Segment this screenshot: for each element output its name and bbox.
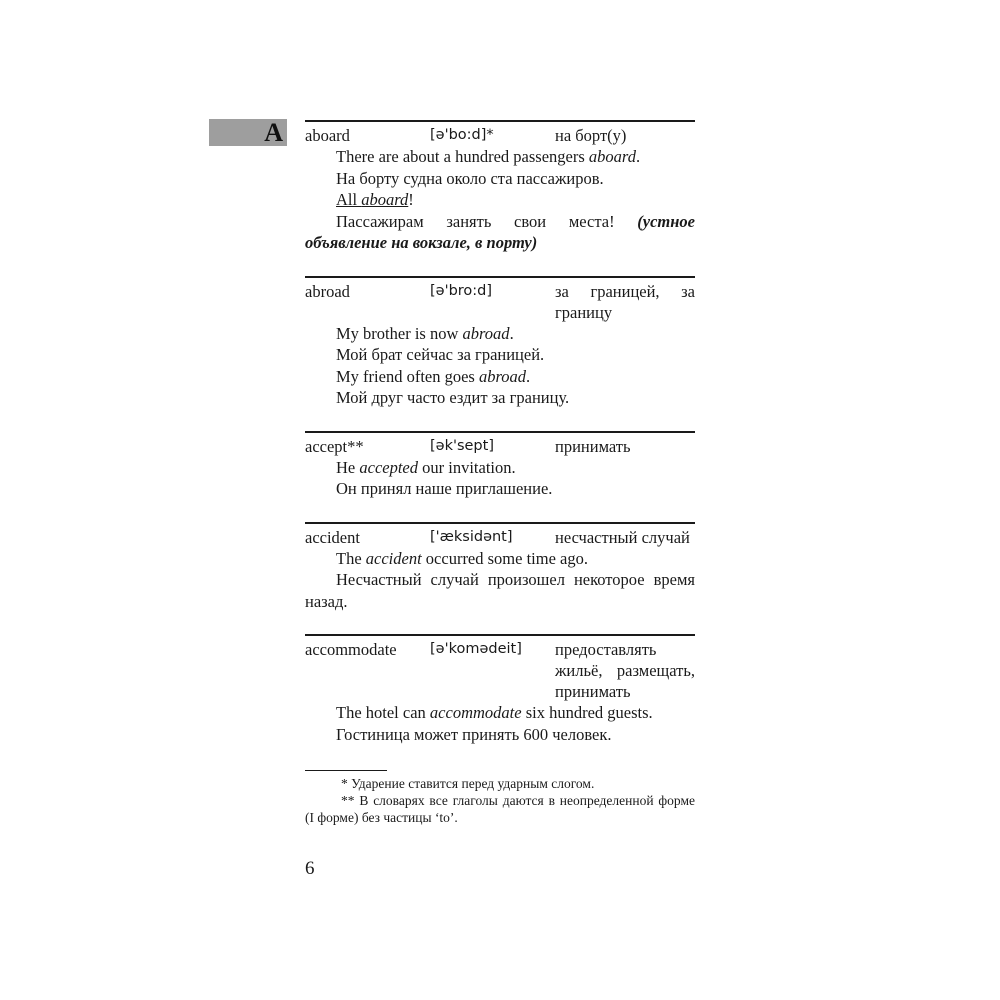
entry-head <box>305 639 695 702</box>
pronunciation: [ə'bro:d] <box>430 282 493 299</box>
entry-accident <box>305 522 695 613</box>
example-text: He <box>336 457 360 477</box>
example-line <box>305 702 695 724</box>
example-text: Он принял наше приглашение. <box>336 479 553 498</box>
example-text-end: occurred some time ago. <box>421 548 588 568</box>
pronunciation: [ə'bo:d]* <box>430 127 494 143</box>
example-line <box>305 457 695 479</box>
example-text-end: our invitation. <box>418 457 516 477</box>
page-number: 6 <box>305 858 315 879</box>
example-text: Гостиница может принять 600 человек. <box>336 724 612 744</box>
entry-head <box>305 527 695 548</box>
translation: на борт(у) <box>555 126 627 145</box>
headword: accident <box>305 527 360 547</box>
example-text: My friend often goes <box>336 366 479 386</box>
headword: accept** <box>305 436 364 456</box>
example-line <box>305 211 695 254</box>
entry-abroad <box>305 276 695 409</box>
footnote-rule <box>305 770 387 771</box>
example-text-end: six hundred guests. <box>521 703 653 722</box>
entry-accept <box>305 431 695 500</box>
example-emphasis: aboard <box>361 190 409 209</box>
entry-head <box>305 436 695 457</box>
letter-tab-label: A <box>264 118 283 147</box>
example-text: All <box>336 190 362 209</box>
entry-accommodate <box>305 634 695 745</box>
example-note: (устное объявление на вокзале, в порту) <box>305 211 695 252</box>
example-emphasis: accident <box>365 548 422 568</box>
example-line <box>305 344 695 366</box>
example-text: The hotel can <box>336 703 430 722</box>
example-emphasis: abroad <box>478 366 527 386</box>
headword: aboard <box>305 126 350 145</box>
entry-head <box>305 281 695 323</box>
example-line <box>305 569 695 612</box>
example-emphasis: abroad <box>462 323 510 343</box>
example-line <box>305 146 695 168</box>
example-line <box>305 189 695 211</box>
example-phrase <box>336 190 408 209</box>
example-line <box>305 323 695 345</box>
example-text: Мой друг часто ездит за границу. <box>336 388 570 407</box>
example-text: Пассажирам занять свои места! <box>336 211 638 231</box>
example-text-end: . <box>635 147 641 166</box>
example-line <box>305 168 695 190</box>
example-text-end: ! <box>408 190 414 209</box>
headword: abroad <box>305 281 350 301</box>
pronunciation: [ə'komədeit] <box>430 641 522 657</box>
footnote: * Ударение ставится перед ударным слогом. <box>341 776 595 791</box>
example-text-end: . <box>526 366 531 386</box>
example-emphasis: aboard <box>588 147 636 166</box>
translation: предоставлять жильё, размещать, принимать <box>555 640 695 701</box>
letter-tab <box>209 119 287 146</box>
pronunciation: ['æksidənt] <box>430 528 513 545</box>
entry-aboard <box>305 120 695 254</box>
example-text: The <box>336 548 366 568</box>
footnotes <box>305 770 695 826</box>
example-line <box>305 548 695 570</box>
example-text: На борту судна около ста пассажиров. <box>336 168 604 188</box>
translation: принимать <box>555 436 631 456</box>
example-text-end: . <box>509 323 514 343</box>
example-emphasis: accommodate <box>429 703 522 722</box>
pronunciation: [ək'sept] <box>430 437 494 454</box>
example-text: Мой брат сейчас за границей. <box>336 345 545 364</box>
example-emphasis: accepted <box>359 457 419 477</box>
translation: несчастный случай <box>555 527 690 547</box>
example-line <box>305 478 695 500</box>
example-line <box>305 724 695 746</box>
example-text: My brother is now <box>336 323 463 343</box>
entry-head <box>305 125 695 146</box>
example-line <box>305 366 695 388</box>
dictionary-entries <box>305 120 695 745</box>
translation: за границей, за границу <box>555 281 695 322</box>
example-text: There are about a hundred passengers <box>336 147 589 166</box>
headword: accommodate <box>305 640 397 659</box>
footnote: ** В словарях все глаголы даются в неопределенной форме (I форме) без частицы ‘to’. <box>305 793 695 825</box>
example-line <box>305 387 695 409</box>
example-text: Несчастный случай произошел некоторое время назад. <box>305 570 695 611</box>
